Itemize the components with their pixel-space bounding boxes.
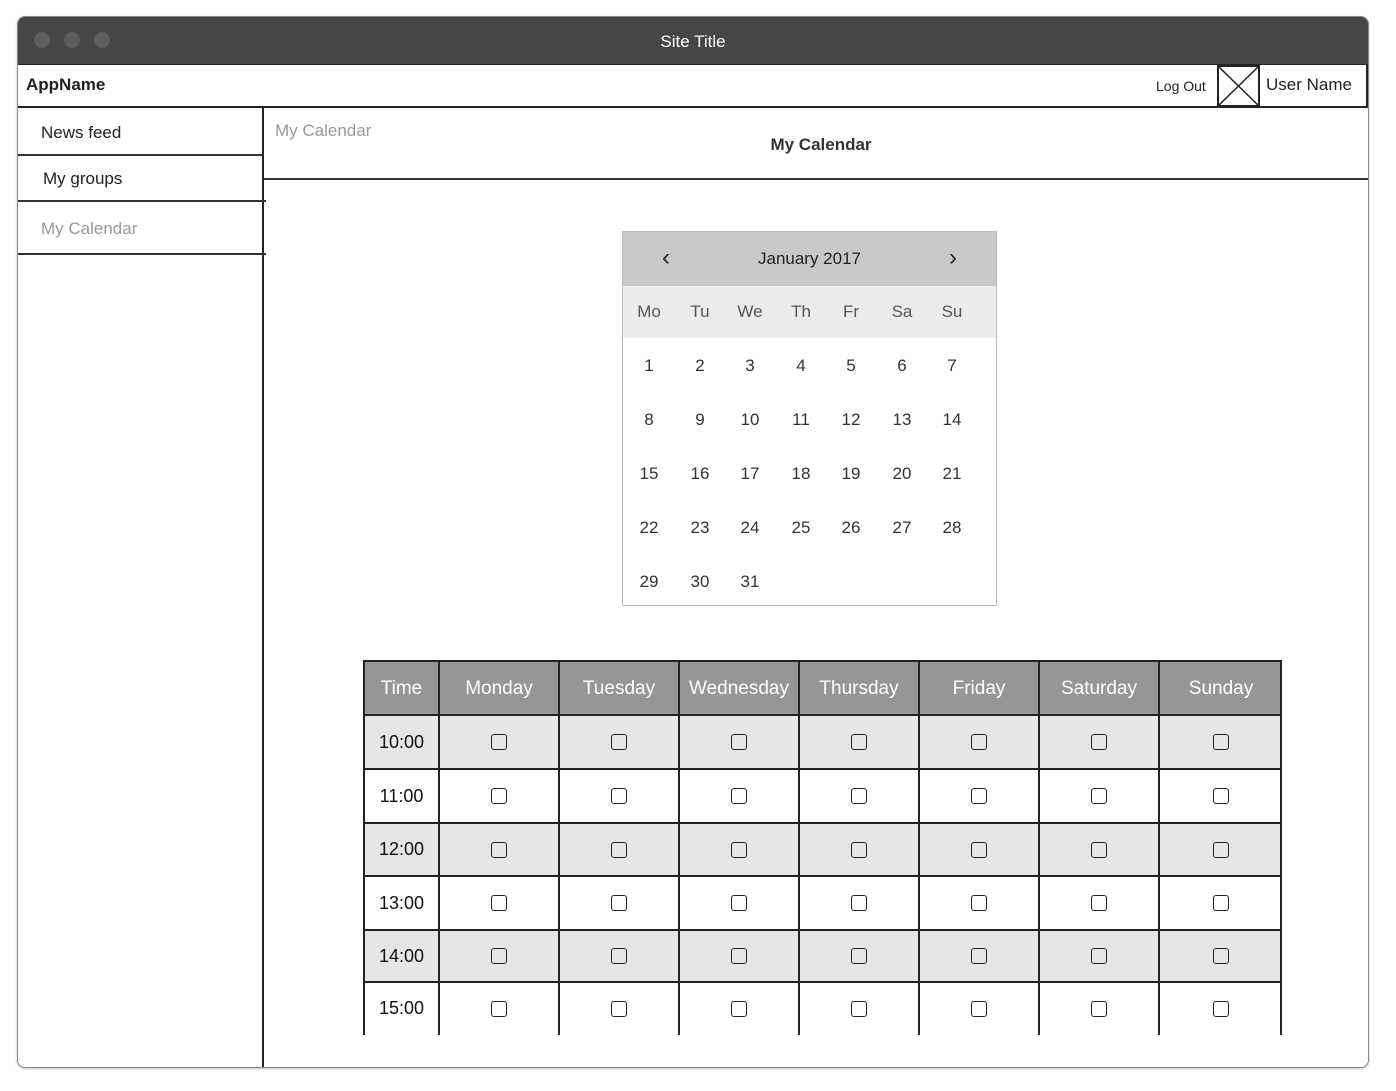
table-cell	[920, 876, 1040, 930]
slot-checkbox[interactable]	[611, 842, 627, 858]
table-cell	[920, 982, 1040, 1035]
calendar-day[interactable]: 2	[695, 356, 705, 375]
slot-checkbox[interactable]	[851, 788, 867, 804]
slot-checkbox[interactable]	[611, 788, 627, 804]
column-header: Time	[365, 662, 440, 715]
table-cell	[800, 715, 920, 769]
table-cell	[920, 715, 1040, 769]
table-cell	[680, 982, 800, 1035]
calendar-day[interactable]: 9	[695, 410, 705, 429]
slot-checkbox[interactable]	[971, 788, 987, 804]
slot-checkbox[interactable]	[611, 734, 627, 750]
sidebar-item-label: My Calendar	[41, 219, 138, 238]
calendar-day[interactable]: 14	[942, 410, 962, 429]
table-cell	[1040, 823, 1160, 876]
slot-checkbox[interactable]	[491, 842, 507, 858]
slot-checkbox[interactable]	[611, 948, 627, 964]
calendar-day[interactable]: 5	[846, 356, 856, 375]
app-name: AppName	[26, 75, 106, 94]
sidebar-item-news-feed[interactable]	[18, 108, 266, 156]
table-cell	[560, 876, 680, 930]
slot-checkbox[interactable]	[1091, 895, 1107, 911]
table-cell	[680, 876, 800, 930]
slot-checkbox[interactable]	[971, 842, 987, 858]
calendar-day[interactable]: 23	[690, 518, 710, 537]
table-cell	[440, 715, 560, 769]
slot-checkbox[interactable]	[971, 1001, 987, 1017]
table-divider	[365, 822, 1280, 824]
sidebar-item-my-calendar[interactable]	[18, 202, 266, 255]
slot-checkbox[interactable]	[971, 895, 987, 911]
content-header	[264, 108, 1368, 180]
table-divider	[365, 929, 1280, 931]
calendar-day[interactable]: 21	[942, 464, 962, 483]
slot-checkbox[interactable]	[1213, 734, 1229, 750]
slot-checkbox[interactable]	[1091, 1001, 1107, 1017]
schedule-header-row	[365, 662, 1280, 715]
table-divider	[365, 714, 1280, 716]
table-cell	[1040, 982, 1160, 1035]
slot-checkbox[interactable]	[611, 895, 627, 911]
calendar-day[interactable]: 16	[690, 464, 710, 483]
weekday-label: Mo	[637, 302, 661, 321]
window-title: Site Title	[660, 32, 726, 51]
table-cell	[800, 930, 920, 982]
table-cell	[440, 769, 560, 823]
weekly-schedule-table	[363, 660, 1282, 1035]
column-header: Friday	[920, 662, 1040, 715]
calendar-day[interactable]: 8	[644, 410, 654, 429]
calendar-day[interactable]: 30	[690, 572, 710, 591]
sidebar-item-my-groups[interactable]	[18, 156, 266, 202]
table-cell	[800, 982, 920, 1035]
slot-checkbox[interactable]	[491, 734, 507, 750]
calendar-day[interactable]: 31	[740, 572, 760, 591]
logout-link[interactable]: Log Out	[1156, 78, 1206, 94]
calendar-day[interactable]: 28	[942, 518, 962, 537]
slot-checkbox[interactable]	[491, 1001, 507, 1017]
avatar[interactable]	[1217, 65, 1260, 107]
calendar-day[interactable]: 24	[740, 518, 760, 537]
slot-checkbox[interactable]	[1213, 788, 1229, 804]
table-cell	[920, 823, 1040, 876]
table-cell	[680, 769, 800, 823]
table-row	[365, 823, 1280, 876]
slot-checkbox[interactable]	[851, 842, 867, 858]
calendar-day[interactable]: 29	[639, 572, 659, 591]
table-cell	[440, 982, 560, 1035]
table-cell	[560, 823, 680, 876]
page-title: My Calendar	[770, 135, 872, 154]
calendar-day[interactable]: 10	[740, 410, 760, 429]
column-header: Saturday	[1040, 662, 1160, 715]
time-slot-label: 14:00	[365, 930, 440, 982]
slot-checkbox[interactable]	[851, 895, 867, 911]
table-cell	[680, 715, 800, 769]
calendar-day[interactable]: 7	[947, 356, 957, 375]
table-cell	[920, 769, 1040, 823]
table-cell	[1040, 715, 1160, 769]
table-row	[365, 876, 1280, 930]
column-header: Tuesday	[560, 662, 680, 715]
slot-checkbox[interactable]	[851, 1001, 867, 1017]
table-cell	[1160, 769, 1282, 823]
slot-checkbox[interactable]	[1213, 842, 1229, 858]
weekday-label: Th	[791, 302, 811, 321]
slot-checkbox[interactable]	[971, 734, 987, 750]
table-cell	[680, 930, 800, 982]
slot-checkbox[interactable]	[731, 734, 747, 750]
table-cell	[440, 876, 560, 930]
calendar-day[interactable]: 26	[841, 518, 861, 537]
time-slot-label: 13:00	[365, 876, 440, 930]
table-divider	[365, 875, 1280, 877]
user-name: User Name	[1266, 75, 1352, 94]
table-row	[365, 715, 1280, 769]
weekday-header	[623, 286, 996, 338]
table-cell	[1160, 982, 1282, 1035]
slot-checkbox[interactable]	[731, 895, 747, 911]
weekday-label: Fr	[842, 302, 860, 321]
calendar-day[interactable]: 12	[841, 410, 861, 429]
table-row	[365, 769, 1280, 823]
slot-checkbox[interactable]	[971, 948, 987, 964]
calendar-day[interactable]: 1	[644, 356, 654, 375]
date-picker	[622, 231, 997, 606]
time-slot-label: 15:00	[365, 982, 440, 1035]
table-cell	[680, 823, 800, 876]
slot-checkbox[interactable]	[731, 948, 747, 964]
slot-checkbox[interactable]	[1091, 734, 1107, 750]
slot-checkbox[interactable]	[1091, 842, 1107, 858]
weekday-label: Su	[941, 302, 963, 321]
column-header: Wednesday	[680, 662, 800, 715]
slot-checkbox[interactable]	[491, 895, 507, 911]
table-cell	[920, 930, 1040, 982]
slot-checkbox[interactable]	[1091, 948, 1107, 964]
slot-checkbox[interactable]	[491, 948, 507, 964]
table-cell	[1040, 930, 1160, 982]
time-slot-label: 11:00	[365, 769, 440, 823]
sidebar	[18, 108, 264, 1068]
table-cell	[1160, 715, 1282, 769]
column-header: Sunday	[1188, 677, 1254, 699]
calendar-day[interactable]: 6	[897, 356, 907, 375]
calendar-day[interactable]: 22	[639, 518, 659, 537]
calendar-day[interactable]: 18	[791, 464, 811, 483]
calendar-day[interactable]: 11	[792, 410, 810, 429]
table-cell	[800, 769, 920, 823]
weekday-label: Sa	[891, 302, 913, 321]
image-placeholder-icon	[1219, 67, 1258, 105]
prev-month-button[interactable]: ‹	[662, 244, 670, 271]
table-cell	[560, 715, 680, 769]
table-cell	[800, 823, 920, 876]
column-header: Thursday	[800, 662, 920, 715]
breadcrumb[interactable]: My Calendar	[275, 121, 372, 140]
table-cell	[1160, 823, 1282, 876]
calendar-day[interactable]: 27	[892, 518, 912, 537]
slot-checkbox[interactable]	[851, 948, 867, 964]
table-divider	[365, 981, 1280, 983]
sidebar-item-label: My groups	[43, 169, 123, 188]
weekday-label: Tu	[690, 302, 710, 321]
slot-checkbox[interactable]	[1213, 1001, 1229, 1017]
slot-checkbox[interactable]	[611, 1001, 627, 1017]
slot-checkbox[interactable]	[851, 734, 867, 750]
next-month-button[interactable]: ›	[949, 244, 957, 271]
table-row	[365, 930, 1280, 982]
date-picker-header	[623, 232, 996, 286]
table-cell	[800, 876, 920, 930]
weekday-label: We	[737, 302, 763, 321]
calendar-day[interactable]: 15	[639, 464, 659, 483]
sidebar-item-label: News feed	[41, 123, 122, 142]
slot-checkbox[interactable]	[1213, 948, 1229, 964]
table-divider	[365, 768, 1280, 770]
calendar-day[interactable]: 4	[796, 356, 806, 375]
slot-checkbox[interactable]	[731, 842, 747, 858]
calendar-day[interactable]: 3	[745, 356, 755, 375]
slot-checkbox[interactable]	[731, 1001, 747, 1017]
time-slot-label: 12:00	[365, 823, 440, 876]
app-header	[18, 64, 1368, 108]
calendar-day[interactable]: 17	[740, 464, 760, 483]
table-cell	[560, 769, 680, 823]
window-titlebar	[18, 17, 1368, 64]
calendar-day[interactable]: 19	[841, 464, 861, 483]
month-label: January 2017	[757, 249, 862, 268]
table-cell	[1040, 769, 1160, 823]
table-cell	[560, 930, 680, 982]
app-window	[17, 16, 1369, 1068]
time-slot-label: 10:00	[365, 715, 440, 769]
slot-checkbox[interactable]	[491, 788, 507, 804]
calendar-day[interactable]: 20	[892, 464, 912, 483]
table-row	[365, 982, 1280, 1035]
calendar-day[interactable]: 13	[892, 410, 912, 429]
slot-checkbox[interactable]	[731, 788, 747, 804]
calendar-day[interactable]: 25	[791, 518, 811, 537]
slot-checkbox[interactable]	[1091, 788, 1107, 804]
table-cell	[1040, 876, 1160, 930]
slot-checkbox[interactable]	[1213, 895, 1229, 911]
table-cell	[440, 930, 560, 982]
table-cell	[560, 982, 680, 1035]
column-header: Monday	[440, 662, 560, 715]
table-cell	[440, 823, 560, 876]
table-cell	[1160, 930, 1282, 982]
table-cell	[1160, 876, 1282, 930]
